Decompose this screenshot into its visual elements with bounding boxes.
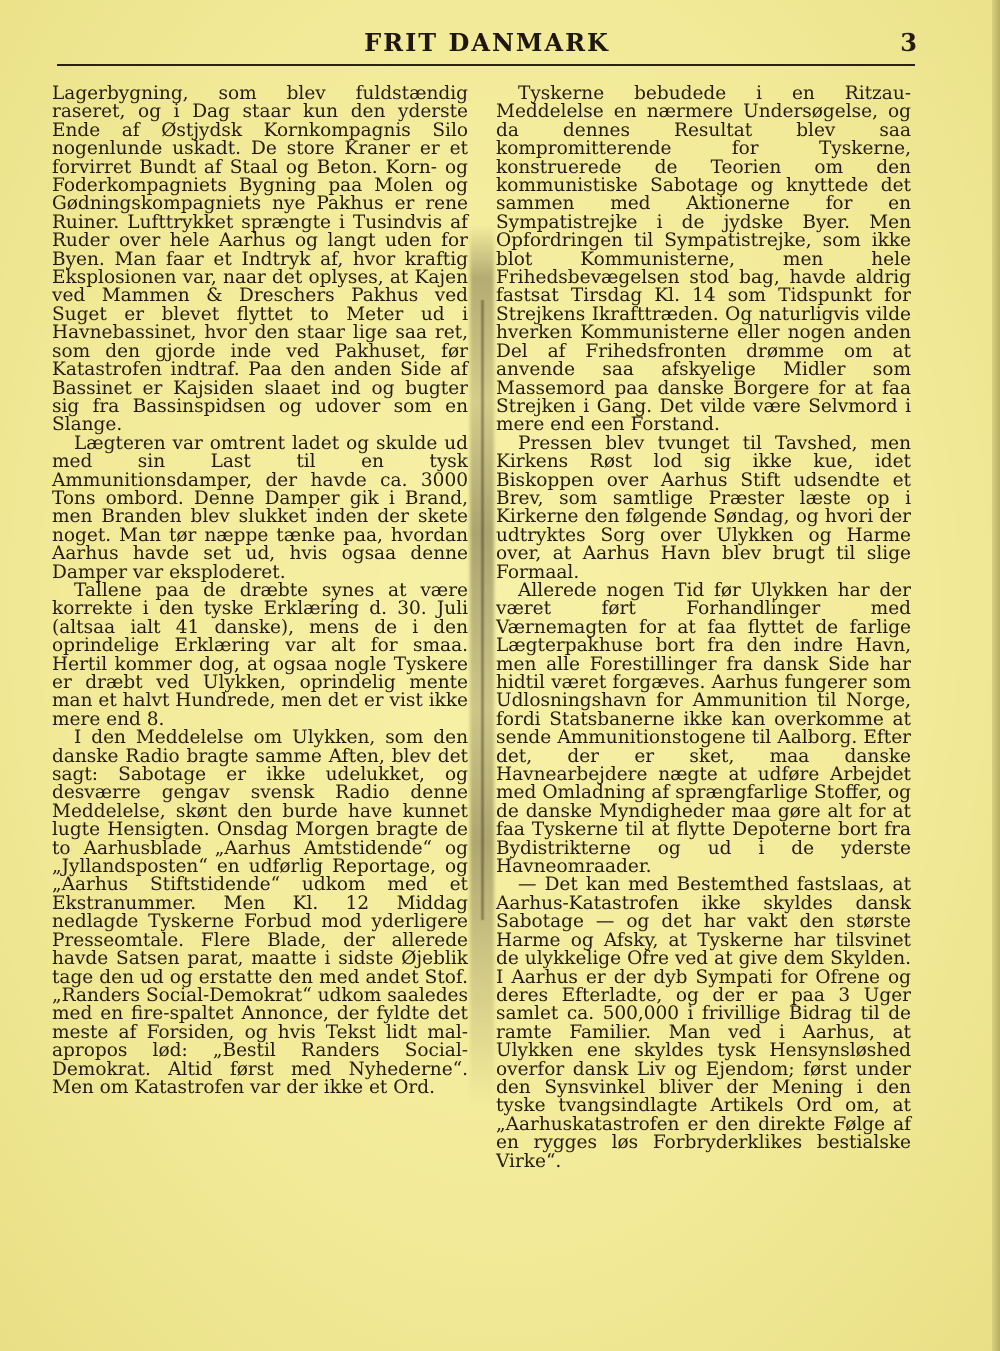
fold-crease-line — [481, 300, 484, 920]
page-header — [57, 22, 917, 68]
right-paragraph: Pressen blev tvunget til Tavshed, men Kirkens Røst lod sig ikke kue, idet Biskoppen over Aarhus Stift udsendte et Brev, som samtlige Præster læste op i Kirkerne den følgende Søndag, og hvori der udtryktes Sorg over Ulykken og Harme over, at Aarhus Havn blev brugt til slige Formaal. — [496, 432, 911, 583]
right-paragraph: Tyskerne bebudede i en Ritzau-Meddelelse en nærmere Undersøgelse, og da dennes Resultat blev saa kompromitterende for Tyskerne, konstruerede de Teorien om den kommunistiske Sabotage og knyttede det sammen med Aktionerne for en Sympatistrejke i de jydske Byer. Men Opfordringen til Sympatistrejke, som ikke blot Kommunisterne, men hele Frihedsbevægelsen stod bag, havde aldrig fastsat Tirsdag Kl. 14 som Tidspunkt for Strejkens Ikrafttræden. Og naturligvis vilde hverken Kommunisterne eller nogen anden Del af Frihedsfronten drømme om at anvende saa afskyelige Midler som Massemord paa danske Borgere for at faa Strejken i Gang. Det vilde være Selvmord i mere end een Forstand. — [496, 83, 911, 436]
left-paragraph: Lægteren var omtrent ladet og skulde ud med sin Last til en tysk Ammunitionsdamper, der havde ca. 3000 Tons ombord. Denne Damper gik i Brand, men Branden blev slukket inden der skete noget. Man tør næppe tænke paa, hvordan Aarhus havde set ud, hvis ogsaa denne Damper var eksploderet. — [52, 432, 468, 583]
page-edge-shadow — [992, 0, 1000, 1351]
masthead-title: FRIT DANMARK — [364, 28, 610, 57]
right-column — [496, 85, 911, 1171]
right-paragraph: Allerede nogen Tid før Ulykken har der været ført Forhandlinger med Værnemagten for at faa flyttet de farlige Lægterpakhuse bort fra den indre Havn, men alle Forestillinger fra dansk Side har hidtil været forgæves. Aarhus fungerer som Udlosningshavn for Ammunition til Norge, fordi Statsbanerne ikke kan overkomme at sende Ammunitionstogene til Aalborg. Efter det, der er sket, maa danske Havnearbejdere nægte at udføre Arbejdet med Omladning af sprængfarlige Stoffer, og de danske Myndigheder maa gøre alt for at faa Tyskerne til at flytte Depoterne bort fra Bydistrikterne og ud i de yderste Havneomraader. — [496, 579, 911, 878]
right-paragraph: — Det kan med Bestemthed fastslaas, at Aarhus-Katastrofen ikke skyldes dansk Sabotage — og det har vakt den største Harme og Afsky, at Tyskerne har tilsvinet de ulykkelige Ofre ved at give dem Skylden. I Aarhus er der dyb Sympati for Ofrene og deres Efterladte, og der er paa 3 Uger samlet ca. 500,000 i frivillige Bidrag til de ramte Familier. Man ved i Aarhus, at Ulykken ene skyldes tysk Hensynsløshed overfor dansk Liv og Ejendom; først under den Synsvinkel bliver der Mening i den tyske tvangsindlagte Artikels Ord om, at „Aarhuskatastrofen er den direkte Følge af en rygges løs Forbryderklikes bestialske Virke“. — [496, 874, 911, 1172]
left-paragraph: Lagerbygning, som blev fuldstændig raseret, og i Dag staar kun den yderste Ende af Østjydsk Kornkompagnis Silo nogenlunde uskadt. De store Kraner er et forvirret Bundt af Staal og Beton. Korn- og Foderkompagniets Bygning paa Molen og Gødningskompagniets nye Pakhus er rene Ruiner. Lufttrykket sprængte i Tusindvis af Ruder over hele Aarhus og langt uden for Byen. Man faar et Indtryk af, hvor kraftig Eksplosionen var, naar det oplyses, at Kajen ved Mammen & Dreschers Pakhus ved Suget er blevet flyttet to Meter ud i Havnebassinet, hvor den staar lige saa ret, som den gjorde inde ved Pakhuset, før Katastrofen indtraf. Paa den anden Side af Bassinet er Kajsiden slaaet ind og bugter sig fra Bassinspidsen og udover som en Slange. — [52, 83, 468, 436]
left-paragraph: I den Meddelelse om Ulykken, som den danske Radio bragte samme Aften, blev det sagt: Sabotage er ikke udelukket, og desværre gengav svensk Radio denne Meddelelse, skønt den burde have kunnet lugte Hensigten. Onsdag Morgen bragte de to Aarhusblade „Aarhus Amtstidende“ og „Jyllandsposten“ en udførlig Reportage, og „Aarhus Stiftstidende“ udkom med et Ekstranummer. Men Kl. 12 Middag nedlagde Tyskerne Forbud mod yderligere Presseomtale. Flere Blade, der allerede havde Satsen parat, maatte i sidste Øjeblik tage den ud og erstatte den med andet Stof. „Randers Social-Demokrat“ udkom saaledes med en fire-spaltet Annonce, der fyldte det meste af Forsiden, og hvis Tekst lidt mal-apropos lød: „Bestil Randers Social-Demokrat. Altid først med Nyhederne“. Men om Katastrofen var der ikke et Ord. — [52, 727, 468, 1098]
left-column — [52, 85, 468, 1097]
page-number: 3 — [900, 28, 917, 57]
left-paragraph: Tallene paa de dræbte synes at være korrekte i den tyske Erklæring d. 30. Juli (altsaa ialt 41 danske), mens de i den oprindelige Erklæring var alt for smaa. Hertil kommer dog, at ogsaa nogle Tyskere er dræbt ved Ulykken, oprindelig mente man et halvt Hundrede, men det er vist ikke mere end 8. — [52, 579, 468, 730]
header-rule — [57, 64, 915, 66]
